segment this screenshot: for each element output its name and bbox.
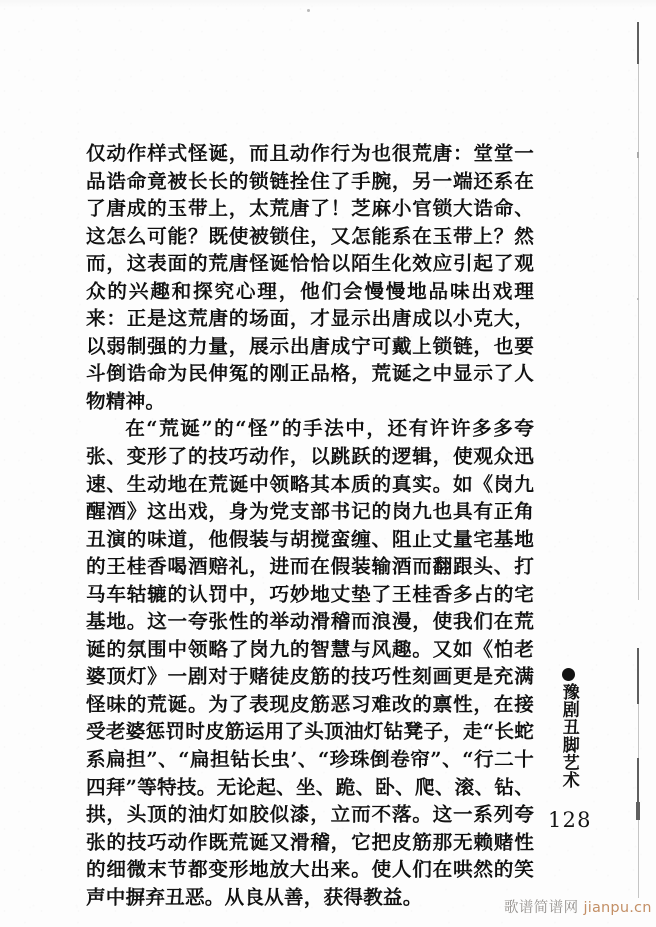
gutter-mark bbox=[637, 152, 639, 158]
watermark-url: jianpu.cn bbox=[583, 900, 652, 916]
gutter-mark bbox=[637, 22, 639, 64]
paragraph-2: 在“荒诞”的“怪”的手法中，还有许许多多夸张、变形了的技巧动作，以跳跃的逻辑，使观众迅速、生动地在荒诞中领略其本质的真实。如《岗九醒酒》这出戏，身为党支部书记的岗九也具有正角丑演的味道，他假装与胡搅蛮缠、阻止丈量宅基地的王桂香喝酒赔礼，进而在假装输酒而翻跟头、打马车轱辘的认罚中，巧妙地丈垫了王桂香多占的宅基地。这一夸张性的举动滑稽而浪漫，使我们在荒诞的氛围中领略了岗九的智慧与风趣。又如《怕老婆顶灯》一剧对于赌徒皮筋的技巧性刻画更是充满怪味的荒诞。为了表现皮筋恶习难改的禀性，在接受老婆惩罚时皮筋运用了头顶油灯钻凳子，走“长蛇系扁担”、“扁担钻长虫’、“珍珠倒卷帘”、“行二十四拜”等特技。无论起、坐、跪、卧、爬、滚、钻、拱，头顶的油灯如胶似漆，立而不落。这一系列夸张的技巧动作既荒诞又滑稽，它把皮筋那无赖赌性的细微末节都变形地放大出来。使人们在哄然的笑声中摒弃丑恶。从良从善，获得教益。 bbox=[86, 417, 534, 909]
scan-edge-shadow bbox=[0, 0, 656, 8]
running-head bbox=[553, 668, 583, 789]
gutter-hairline bbox=[638, 300, 639, 600]
gutter-mark bbox=[636, 802, 640, 820]
gutter-mark bbox=[637, 298, 639, 300]
filled-circle-bullet-icon bbox=[562, 668, 575, 681]
gutter-hairline bbox=[638, 158, 639, 298]
gutter-mark bbox=[637, 648, 639, 704]
gutter-hairline bbox=[638, 704, 639, 758]
gutter-hairline bbox=[638, 64, 639, 152]
body-text-column bbox=[86, 140, 534, 911]
running-head-title: 豫剧丑脚艺术 bbox=[558, 683, 579, 789]
watermark-site-name: 歌谱简谱网 bbox=[504, 900, 579, 916]
gutter-hairline bbox=[638, 820, 639, 898]
paragraph-1: 仅动作样式怪诞，而且动作行为也很荒唐：堂堂一品诰命竟被长长的锁链拴住了手腕，另一端还系在了唐成的玉带上，太荒唐了！芝麻小官锁大诰命、这怎么可能？既使被锁住，又怎能系在玉带上？然而，这表面的荒唐怪诞恰恰以陌生化效应引起了观众的兴趣和探究心理，他们会慢慢地品味出戏理来：正是这荒唐的场面，才显示出唐成以小克大，以弱制强的力量，展示出唐成宁可戴上锁链，也要斗倒诰命为民伸冤的刚正品格，荒诞之中显示了人物精神。 bbox=[86, 142, 534, 413]
page-number: 128 bbox=[548, 808, 592, 832]
gutter-mark bbox=[637, 758, 639, 802]
scan-speck bbox=[307, 9, 310, 12]
scan-gutter-marks bbox=[636, 0, 642, 927]
watermark bbox=[504, 896, 652, 917]
